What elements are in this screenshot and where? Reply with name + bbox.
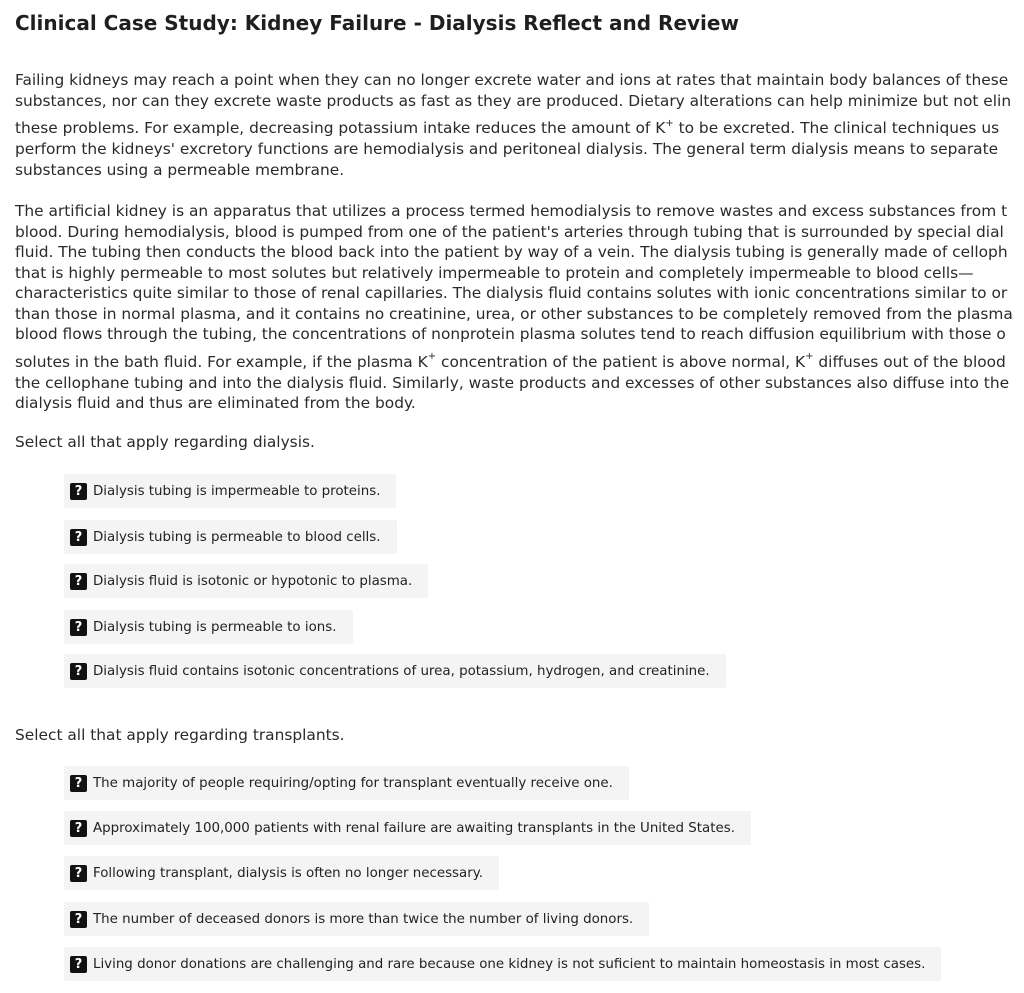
paragraph-line: the cellophane tubing and into the dialysis fluid. Similarly, waste products and excesses of other substances also diffuse into the bbox=[15, 373, 1010, 392]
question-mark-icon: ? bbox=[70, 619, 87, 636]
option-label: Dialysis tubing is impermeable to proteins. bbox=[93, 483, 381, 499]
dialysis-option[interactable] bbox=[64, 610, 353, 644]
option-label: The majority of people requiring/opting for transplant eventually receive one. bbox=[93, 775, 613, 791]
question-mark-icon: ? bbox=[70, 483, 87, 500]
transplant-option[interactable] bbox=[64, 811, 751, 845]
paragraph-line: that is highly permeable to most solutes but relatively impermeable to protein and completely impermeable to blood cells— bbox=[15, 263, 974, 282]
option-label: Following transplant, dialysis is often no longer necessary. bbox=[93, 865, 484, 881]
option-label: Dialysis tubing is permeable to blood cells. bbox=[93, 529, 381, 545]
paragraph-text: these problems. For example, decreasing potassium intake reduces the amount of K bbox=[15, 119, 666, 137]
option-label: Dialysis fluid is isotonic or hypotonic to plasma. bbox=[93, 573, 413, 589]
question-mark-icon: ? bbox=[70, 663, 87, 680]
question-mark-icon: ? bbox=[70, 911, 87, 928]
paragraph-line: substances using a permeable membrane. bbox=[15, 160, 345, 179]
paragraph-text: to be excreted. The clinical techniques us bbox=[673, 119, 1000, 137]
dialysis-question-prompt: Select all that apply regarding dialysis. bbox=[15, 433, 315, 451]
paragraph-line: The artificial kidney is an apparatus that utilizes a process termed hemodialysis to remove wastes and excess substances from t bbox=[15, 202, 1008, 220]
dialysis-option[interactable] bbox=[64, 474, 396, 508]
intro-paragraph bbox=[15, 70, 1024, 180]
paragraph-line: fluid. The tubing then conducts the blood back into the patient by way of a vein. The dialysis tubing is generally made of celloph bbox=[15, 243, 1008, 261]
paragraph-text: solutes in the bath fluid. For example, if the plasma K bbox=[15, 352, 428, 371]
question-mark-icon: ? bbox=[70, 820, 87, 837]
superscript: + bbox=[665, 117, 674, 129]
paragraph-line: characteristics quite similar to those of renal capillaries. The dialysis fluid contains solutes with ionic concentrations similar to or bbox=[15, 284, 1008, 302]
transplant-question-prompt: Select all that apply regarding transplants. bbox=[15, 726, 345, 744]
hemodialysis-paragraph bbox=[15, 201, 1024, 414]
question-mark-icon: ? bbox=[70, 956, 87, 973]
question-mark-icon: ? bbox=[70, 573, 87, 590]
question-mark-icon: ? bbox=[70, 775, 87, 792]
paragraph-line: than those in normal plasma, and it contains no creatinine, urea, or other substances to be completely removed from the plasma bbox=[15, 304, 1013, 323]
paragraph-line: blood flows through the tubing, the concentrations of nonprotein plasma solutes tend to reach diffusion equilibrium with those o bbox=[15, 325, 1006, 343]
transplant-option[interactable] bbox=[64, 902, 649, 936]
paragraph-text: diffuses out of the blood bbox=[813, 352, 1006, 371]
paragraph-line: Failing kidneys may reach a point when they can no longer excrete water and ions at rates that maintain body balances of these bbox=[15, 71, 1009, 89]
paragraph-line: substances, nor can they excrete waste products as fast as they are produced. Dietary alterations can help minimize but not elin bbox=[15, 91, 1012, 110]
dialysis-option[interactable] bbox=[64, 564, 428, 598]
paragraph-text: concentration of the patient is above normal, K bbox=[436, 352, 806, 371]
question-mark-icon: ? bbox=[70, 529, 87, 546]
transplant-option[interactable] bbox=[64, 766, 629, 800]
paragraph-line bbox=[15, 345, 1024, 373]
option-label: The number of deceased donors is more than twice the number of living donors. bbox=[93, 911, 634, 927]
option-label: Living donor donations are challenging and rare because one kidney is not suficient to maintain homeostasis in most cases. bbox=[93, 956, 926, 972]
option-label: Approximately 100,000 patients with renal failure are awaiting transplants in the United States. bbox=[93, 820, 735, 836]
dialysis-option[interactable] bbox=[64, 654, 726, 688]
paragraph-line bbox=[15, 111, 1024, 139]
option-label: Dialysis fluid contains isotonic concentrations of urea, potassium, hydrogen, and creatinine. bbox=[93, 663, 710, 679]
transplant-option[interactable] bbox=[64, 947, 941, 981]
transplant-option[interactable] bbox=[64, 856, 499, 890]
option-label: Dialysis tubing is permeable to ions. bbox=[93, 619, 337, 635]
paragraph-line: perform the kidneys' excretory functions are hemodialysis and peritoneal dialysis. The general term dialysis means to separate bbox=[15, 140, 999, 158]
paragraph-line: dialysis fluid and thus are eliminated from the body. bbox=[15, 394, 416, 412]
dialysis-option[interactable] bbox=[64, 520, 397, 554]
page-title: Clinical Case Study: Kidney Failure - Dialysis Reflect and Review bbox=[15, 11, 739, 35]
paragraph-line: blood. During hemodialysis, blood is pumped from one of the patient's arteries through tubing that is surrounded by special dial bbox=[15, 222, 1004, 241]
superscript: + bbox=[805, 351, 814, 363]
question-mark-icon: ? bbox=[70, 865, 87, 882]
superscript: + bbox=[427, 351, 437, 363]
